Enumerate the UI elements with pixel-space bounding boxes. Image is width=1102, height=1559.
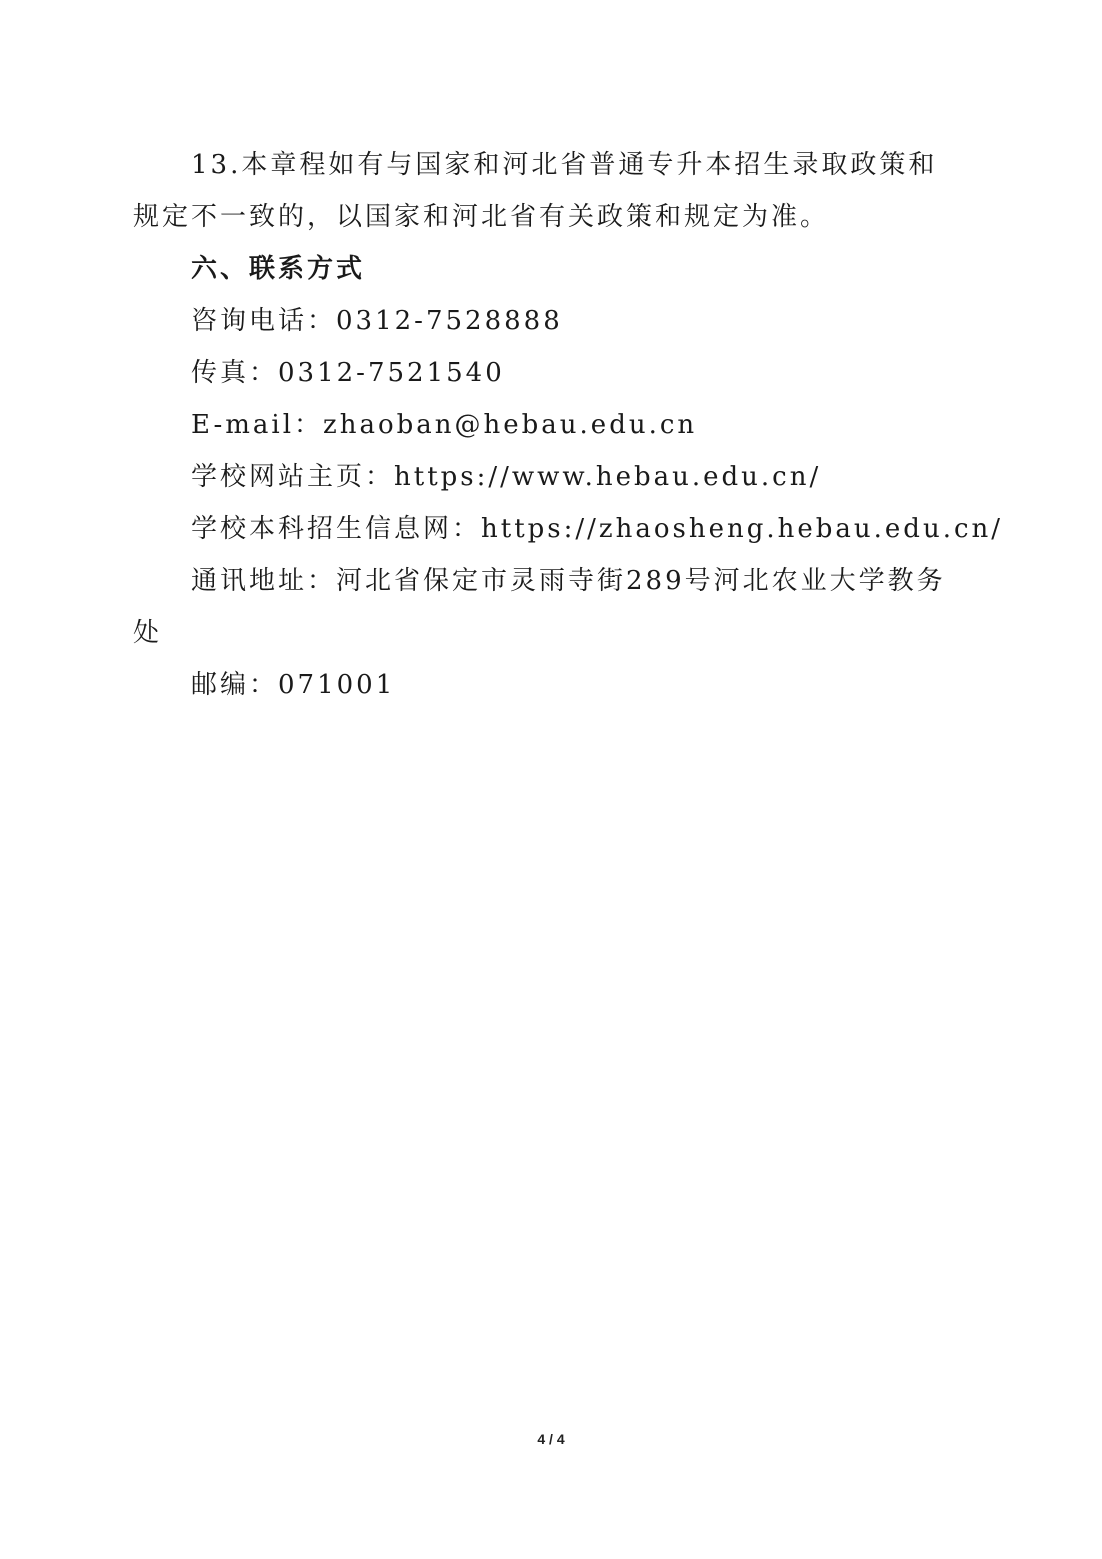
section-heading-contact: 六、联系方式 — [191, 254, 366, 284]
contact-postcode: 邮编：071001 — [191, 670, 396, 700]
contact-fax: 传真：0312-7521540 — [191, 358, 505, 388]
contact-phone: 咨询电话：0312-7528888 — [191, 306, 563, 336]
clause-13-line-2: 规定不一致的，以国家和河北省有关政策和规定为准。 — [133, 202, 830, 232]
contact-address-line-1: 通讯地址：河北省保定市灵雨寺街289号河北农业大学教务 — [191, 566, 946, 596]
contact-address-line-2: 处 — [133, 618, 163, 648]
page-number: 4 / 4 — [537, 1431, 565, 1447]
contact-email: E-mail：zhaoban@hebau.edu.cn — [191, 410, 698, 440]
contact-homepage: 学校网站主页：https://www.hebau.edu.cn/ — [191, 462, 822, 492]
contact-admissions-site: 学校本科招生信息网：https://zhaosheng.hebau.edu.cn/ — [191, 514, 1004, 544]
clause-13-line-1: 13.本章程如有与国家和河北省普通专升本招生录取政策和 — [191, 150, 938, 180]
